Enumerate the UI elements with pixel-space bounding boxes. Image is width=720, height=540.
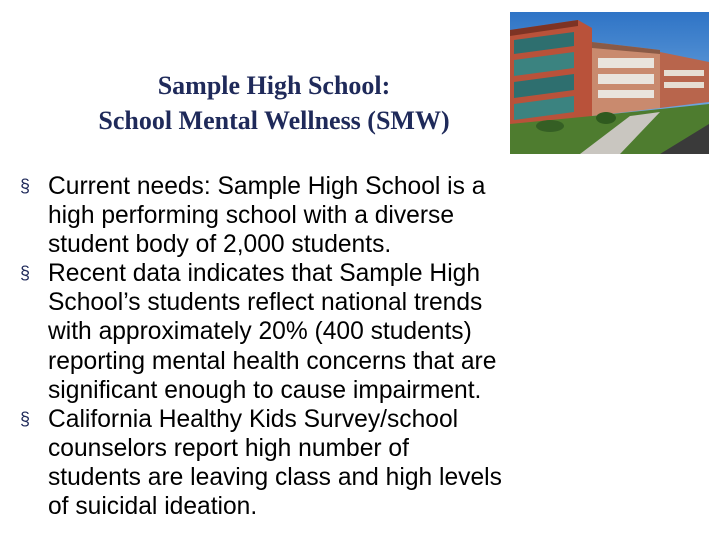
bullet-line: of suicidal ideation.: [48, 493, 258, 521]
bullet-line: California Healthy Kids Survey/school: [48, 405, 459, 433]
slide-title-line-2: School Mental Wellness (SMW): [98, 106, 450, 135]
bullet-marker: §: [20, 176, 31, 196]
bullet-line: students are leaving class and high levels: [48, 463, 502, 491]
bullet-line: student body of 2,000 students.: [48, 231, 392, 259]
bullet-item-recent-data: [20, 259, 620, 404]
bullet-text: [48, 172, 620, 259]
slide-title-line-1: Sample High School:: [157, 71, 391, 100]
bullet-marker: §: [20, 263, 31, 284]
bullet-line: Recent data indicates that Sample High: [48, 260, 481, 288]
bullet-line: reporting mental health concerns that are: [48, 347, 497, 375]
bullet-text: [48, 259, 620, 404]
bullet-line: significant enough to cause impairment.: [48, 376, 482, 404]
bullet-line: high performing school with a diverse: [48, 202, 455, 230]
bullet-text: [48, 405, 620, 521]
bullet-line: School’s students reflect national trends: [48, 289, 483, 317]
bullet-line: with approximately 20% (400 students): [48, 318, 472, 346]
bullet-line: Current needs: Sample High School is a: [48, 173, 486, 200]
bullet-list: [20, 172, 620, 521]
bullet-item-current-needs: [20, 172, 620, 259]
bullet-item-california-survey: [20, 405, 620, 521]
bullet-line: counselors report high number of: [48, 434, 409, 462]
school-building-photo: [510, 12, 709, 154]
slide-title: [40, 68, 508, 138]
bullet-marker: §: [20, 408, 31, 429]
